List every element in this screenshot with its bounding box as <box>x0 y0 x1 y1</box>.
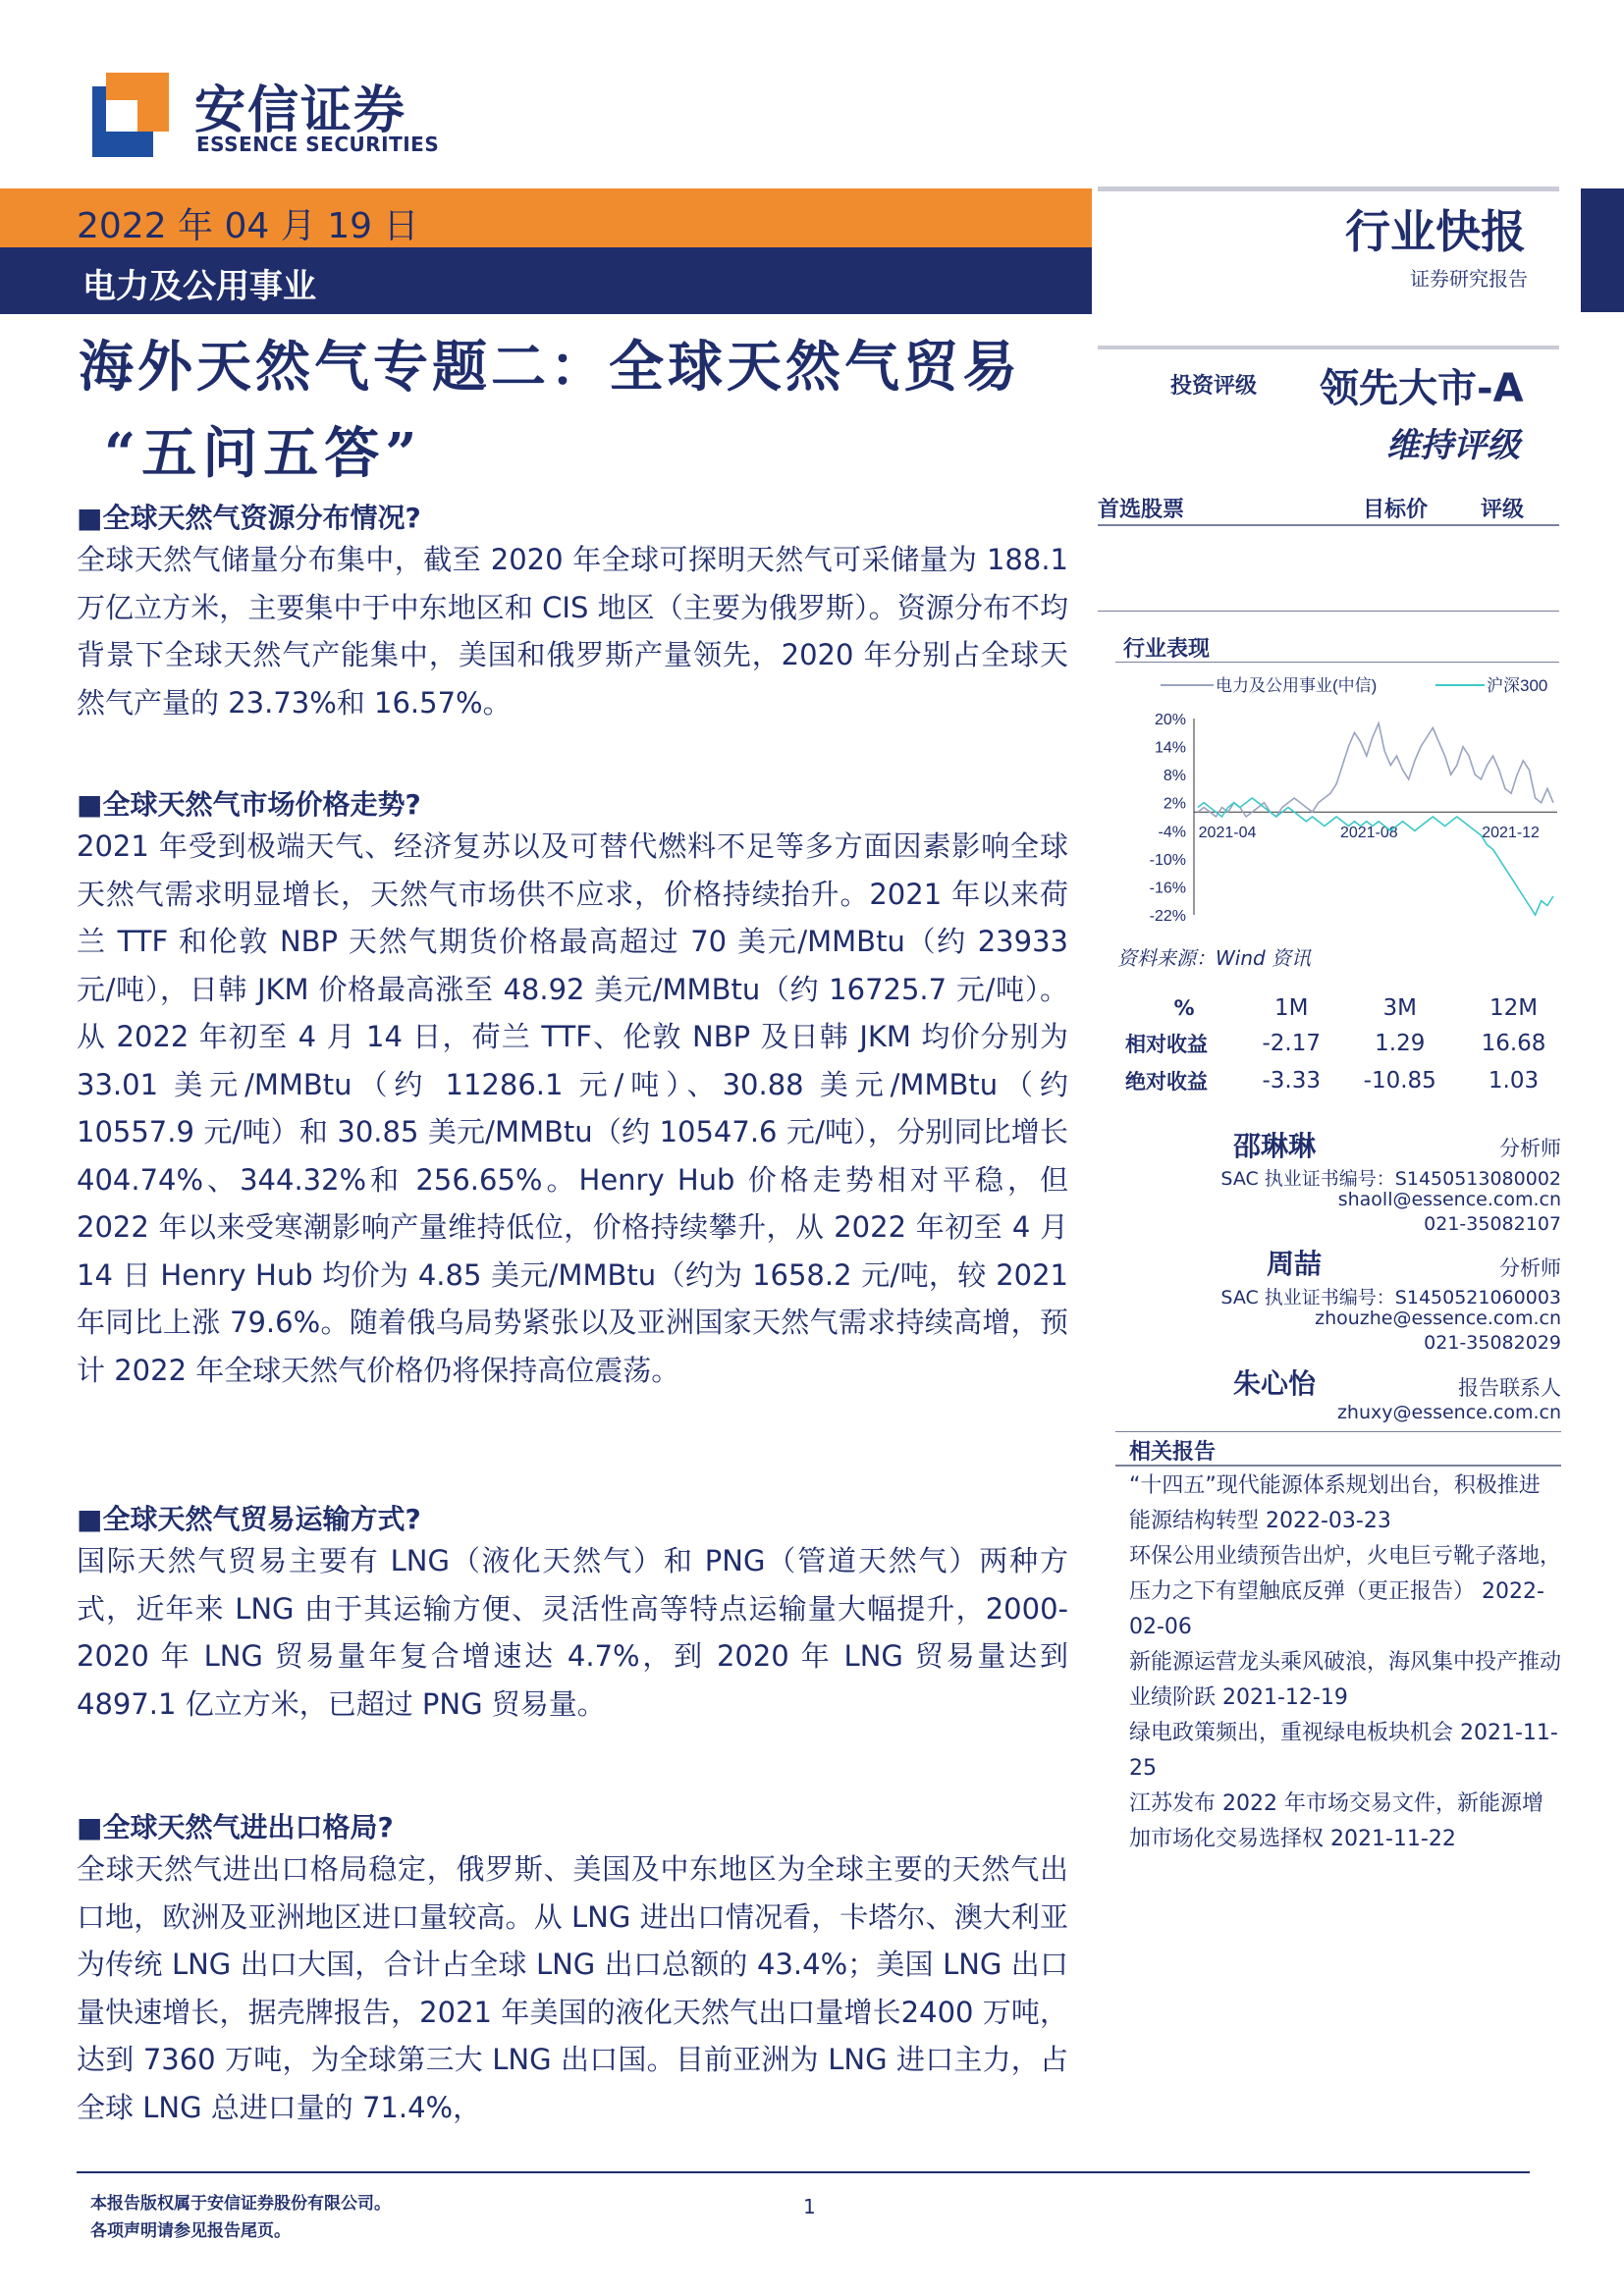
related-report-item[interactable]: 新能源运营龙头乘风破浪，海风集中投产推动业绩阶跃 2021-12-19 <box>1129 1650 1562 1710</box>
related-report-item[interactable]: “十四五”现代能源体系规划出台，积极推进能源结构转型 2022-03-23 <box>1129 1473 1541 1533</box>
table-row <box>1125 1062 1567 1099</box>
report-type: 行业快报 <box>1345 205 1526 258</box>
footer-copyright: 本报告版权属于安信证券股份有限公司。 <box>90 2194 391 2214</box>
report-title-line1: 海外天然气专题二：全球天然气贸易 <box>79 335 1021 400</box>
related-report-item[interactable]: 绿电政策频出，重视绿电板块机会 2021-11-25 <box>1129 1721 1558 1781</box>
divider <box>1115 1465 1561 1467</box>
related-report-item[interactable]: 环保公用业绩预告出炉，火电巨亏靴子落地，压力之下有望触底反弹（更正报告） 2022-02-06 <box>1129 1544 1562 1639</box>
table-header: 3M <box>1382 995 1417 1021</box>
y-tick-label: 8% <box>1163 768 1186 785</box>
row-label: 相对收益 <box>1125 1033 1208 1056</box>
table-header: 12M <box>1489 995 1539 1021</box>
table-header: % <box>1173 996 1195 1020</box>
analyst-email[interactable]: shaoll@essence.com.cn <box>1337 1189 1561 1210</box>
section-heading: ■全球天然气贸易运输方式? <box>77 1503 421 1535</box>
analyst-phone: 021-35082029 <box>1424 1332 1561 1354</box>
related-reports-list <box>1129 1468 1561 1857</box>
y-tick-label: -16% <box>1149 880 1186 897</box>
analyst-email[interactable]: zhuxy@essence.com.cn <box>1336 1402 1561 1423</box>
accent-block <box>1581 188 1624 312</box>
section-heading: ■全球天然气市场价格走势? <box>77 788 421 821</box>
row-label: 绝对收益 <box>1125 1070 1208 1094</box>
section-text: 2021 年受到极端天气、经济复苏以及可替代燃料不足等多方面因素影响全球天然气需求明显增长，天然气市场供不应求，价格持续抬升。2021 年以来荷兰 TTF 和伦敦 NBP 天然气期货价格最高超过 70 美元/MMBtu（约 23933 元/吨），日韩 JKM 价格最高涨至 48.92 美元/MMBtu（约 16725.7 元/吨）。从 2022 年初至 4 月 14 日，荷兰 TTF、伦敦 NBP 及日韩 JKM 均价分别为 33.01 美元/MMBtu（约 11286.1 元/吨）、30.88 美元/MMBtu（约 10557.9 元/吨）和 30.85 美元/MMBtu（约 10547.6 元/吨），分别同比增长 404.74%、344.32%和 256.65%。Henry Hub 价格走势相对平稳，但 2022 年以来受寒潮影响产量维持低位，价格持续攀升，从 2022 年初至 4 月 14 日 Henry Hub 均价为 4.85 美元/MMBtu（约为 1658.2 元/吨，较 2021 年同比上涨 79.6%。随着俄乌局势紧张以及亚洲国家天然气需求持续高增，预计 2022 年全球天然气价格仍将保持高位震荡。 <box>77 829 1068 1387</box>
brand-name-cn: 安信证券 <box>194 81 407 140</box>
footer-disclaimer: 各项声明请参见报告尾页。 <box>90 2221 291 2241</box>
report-subtype: 证券研究报告 <box>1410 267 1528 291</box>
rating-value: 领先大市-A <box>1320 366 1524 411</box>
report-title-line2: “五问五答” <box>104 421 423 486</box>
section-heading: ■全球天然气资源分布情况? <box>77 502 421 534</box>
legend-label-hs300: 沪深300 <box>1487 676 1548 695</box>
divider <box>1098 524 1559 526</box>
footer-divider <box>77 2171 1530 2173</box>
brand-logo-mark <box>92 73 169 157</box>
y-tick-label: -4% <box>1158 824 1186 841</box>
x-tick-label: 2021-04 <box>1198 825 1257 842</box>
chart-source: 资料来源：Wind 资讯 <box>1117 946 1312 970</box>
y-tick-label: 2% <box>1163 795 1186 813</box>
rating-label: 投资评级 <box>1170 374 1258 399</box>
legend-label-industry: 电力及公用事业(中信) <box>1216 676 1378 695</box>
brand-name-en: ESSENCE SECURITIES <box>196 133 440 156</box>
table-cell: 1.03 <box>1488 1068 1540 1094</box>
analyst-role: 报告联系人 <box>1458 1376 1561 1400</box>
page-number: 1 <box>803 2195 816 2218</box>
analyst-role: 分析师 <box>1499 1137 1561 1160</box>
divider <box>1115 1431 1561 1432</box>
analyst-name: 周喆 <box>1267 1248 1323 1280</box>
table-header: 1M <box>1273 995 1309 1021</box>
x-tick-label: 2021-12 <box>1482 825 1540 842</box>
table-header-row <box>1125 991 1567 1025</box>
y-tick-label: -22% <box>1149 908 1186 925</box>
picks-col-rating: 评级 <box>1481 498 1525 522</box>
report-date: 2022 年 04 月 19 日 <box>77 206 419 246</box>
analyst-sac: SAC 执业证书编号：S1450513080002 <box>1220 1168 1561 1190</box>
table-cell: -3.33 <box>1262 1068 1321 1094</box>
x-tick-label: 2021-08 <box>1339 825 1398 842</box>
analyst-sac: SAC 执业证书编号：S1450521060003 <box>1220 1287 1561 1308</box>
perf-title: 行业表现 <box>1123 637 1211 662</box>
divider <box>1098 187 1559 191</box>
performance-chart <box>1115 664 1567 958</box>
table-row <box>1125 1025 1567 1062</box>
section-text: 全球天然气储量分布集中，截至 2020 年全球可探明天然气可采储量为 188.1 万亿立方米，主要集中于中东地区和 CIS 地区（主要为俄罗斯）。资源分布不均背景下全球天然气产能集中，美国和俄罗斯产量领先，2020 年分别占全球天然气产量的 23.73%和 16.57%。 <box>77 543 1068 720</box>
divider <box>1098 346 1559 349</box>
table-cell: 1.29 <box>1375 1031 1426 1056</box>
section-text: 全球天然气进出口格局稳定，俄罗斯、美国及中东地区为全球主要的天然气出口地，欧洲及亚洲地区进口量较高。从 LNG 进出口情况看，卡塔尔、澳大利亚为传统 LNG 出口大国，合计占全球 LNG 出口总额的 43.4%；美国 LNG 出口量快速增长，据壳牌报告，2021 年美国的液化天然气出口量增长2400 万吨，达到 7360 万吨，为全球第三大 LNG 出口国。目前亚洲为 LNG 进口主力，占全球 LNG 总进口量的 71.4%， <box>77 1852 1068 2124</box>
analyst-name: 朱心怡 <box>1233 1367 1317 1400</box>
analyst-name: 邵琳琳 <box>1233 1130 1317 1162</box>
rating-status: 维持评级 <box>1386 426 1520 465</box>
performance-table <box>1125 991 1567 1099</box>
analyst-phone: 021-35082107 <box>1424 1213 1561 1235</box>
divider <box>1098 611 1559 612</box>
sector-name: 电力及公用事业 <box>82 267 316 306</box>
section-heading: ■全球天然气进出口格局? <box>77 1811 394 1843</box>
analyst-email[interactable]: zhouzhe@essence.com.cn <box>1315 1308 1561 1329</box>
table-cell: -10.85 <box>1363 1068 1436 1094</box>
section-text: 国际天然气贸易主要有 LNG（液化天然气）和 PNG（管道天然气）两种方式，近年来 LNG 由于其运输方便、灵活性高等特点运输量大幅提升，2000-2020 年 LNG 贸易量年复合增速达 4.7%，到 2020 年 LNG 贸易量达到 4897.1 亿立方米，已超过 PNG 贸易量。 <box>77 1544 1068 1721</box>
series-line-0 <box>1198 723 1553 817</box>
series-line-1 <box>1198 798 1553 915</box>
related-title: 相关报告 <box>1129 1440 1217 1465</box>
y-tick-label: 20% <box>1154 712 1186 728</box>
picks-col-target: 目标价 <box>1363 498 1429 522</box>
analyst-role: 分析师 <box>1499 1256 1561 1280</box>
picks-label: 首选股票 <box>1098 498 1185 522</box>
table-cell: -2.17 <box>1262 1031 1321 1056</box>
divider <box>1115 662 1559 663</box>
y-tick-label: 14% <box>1154 739 1186 757</box>
table-cell: 16.68 <box>1481 1031 1546 1056</box>
related-report-item[interactable]: 江苏发布 2022 年市场交易文件，新能源增加市场化交易选择权 2021-11-22 <box>1129 1791 1543 1851</box>
y-tick-label: -10% <box>1149 851 1186 869</box>
